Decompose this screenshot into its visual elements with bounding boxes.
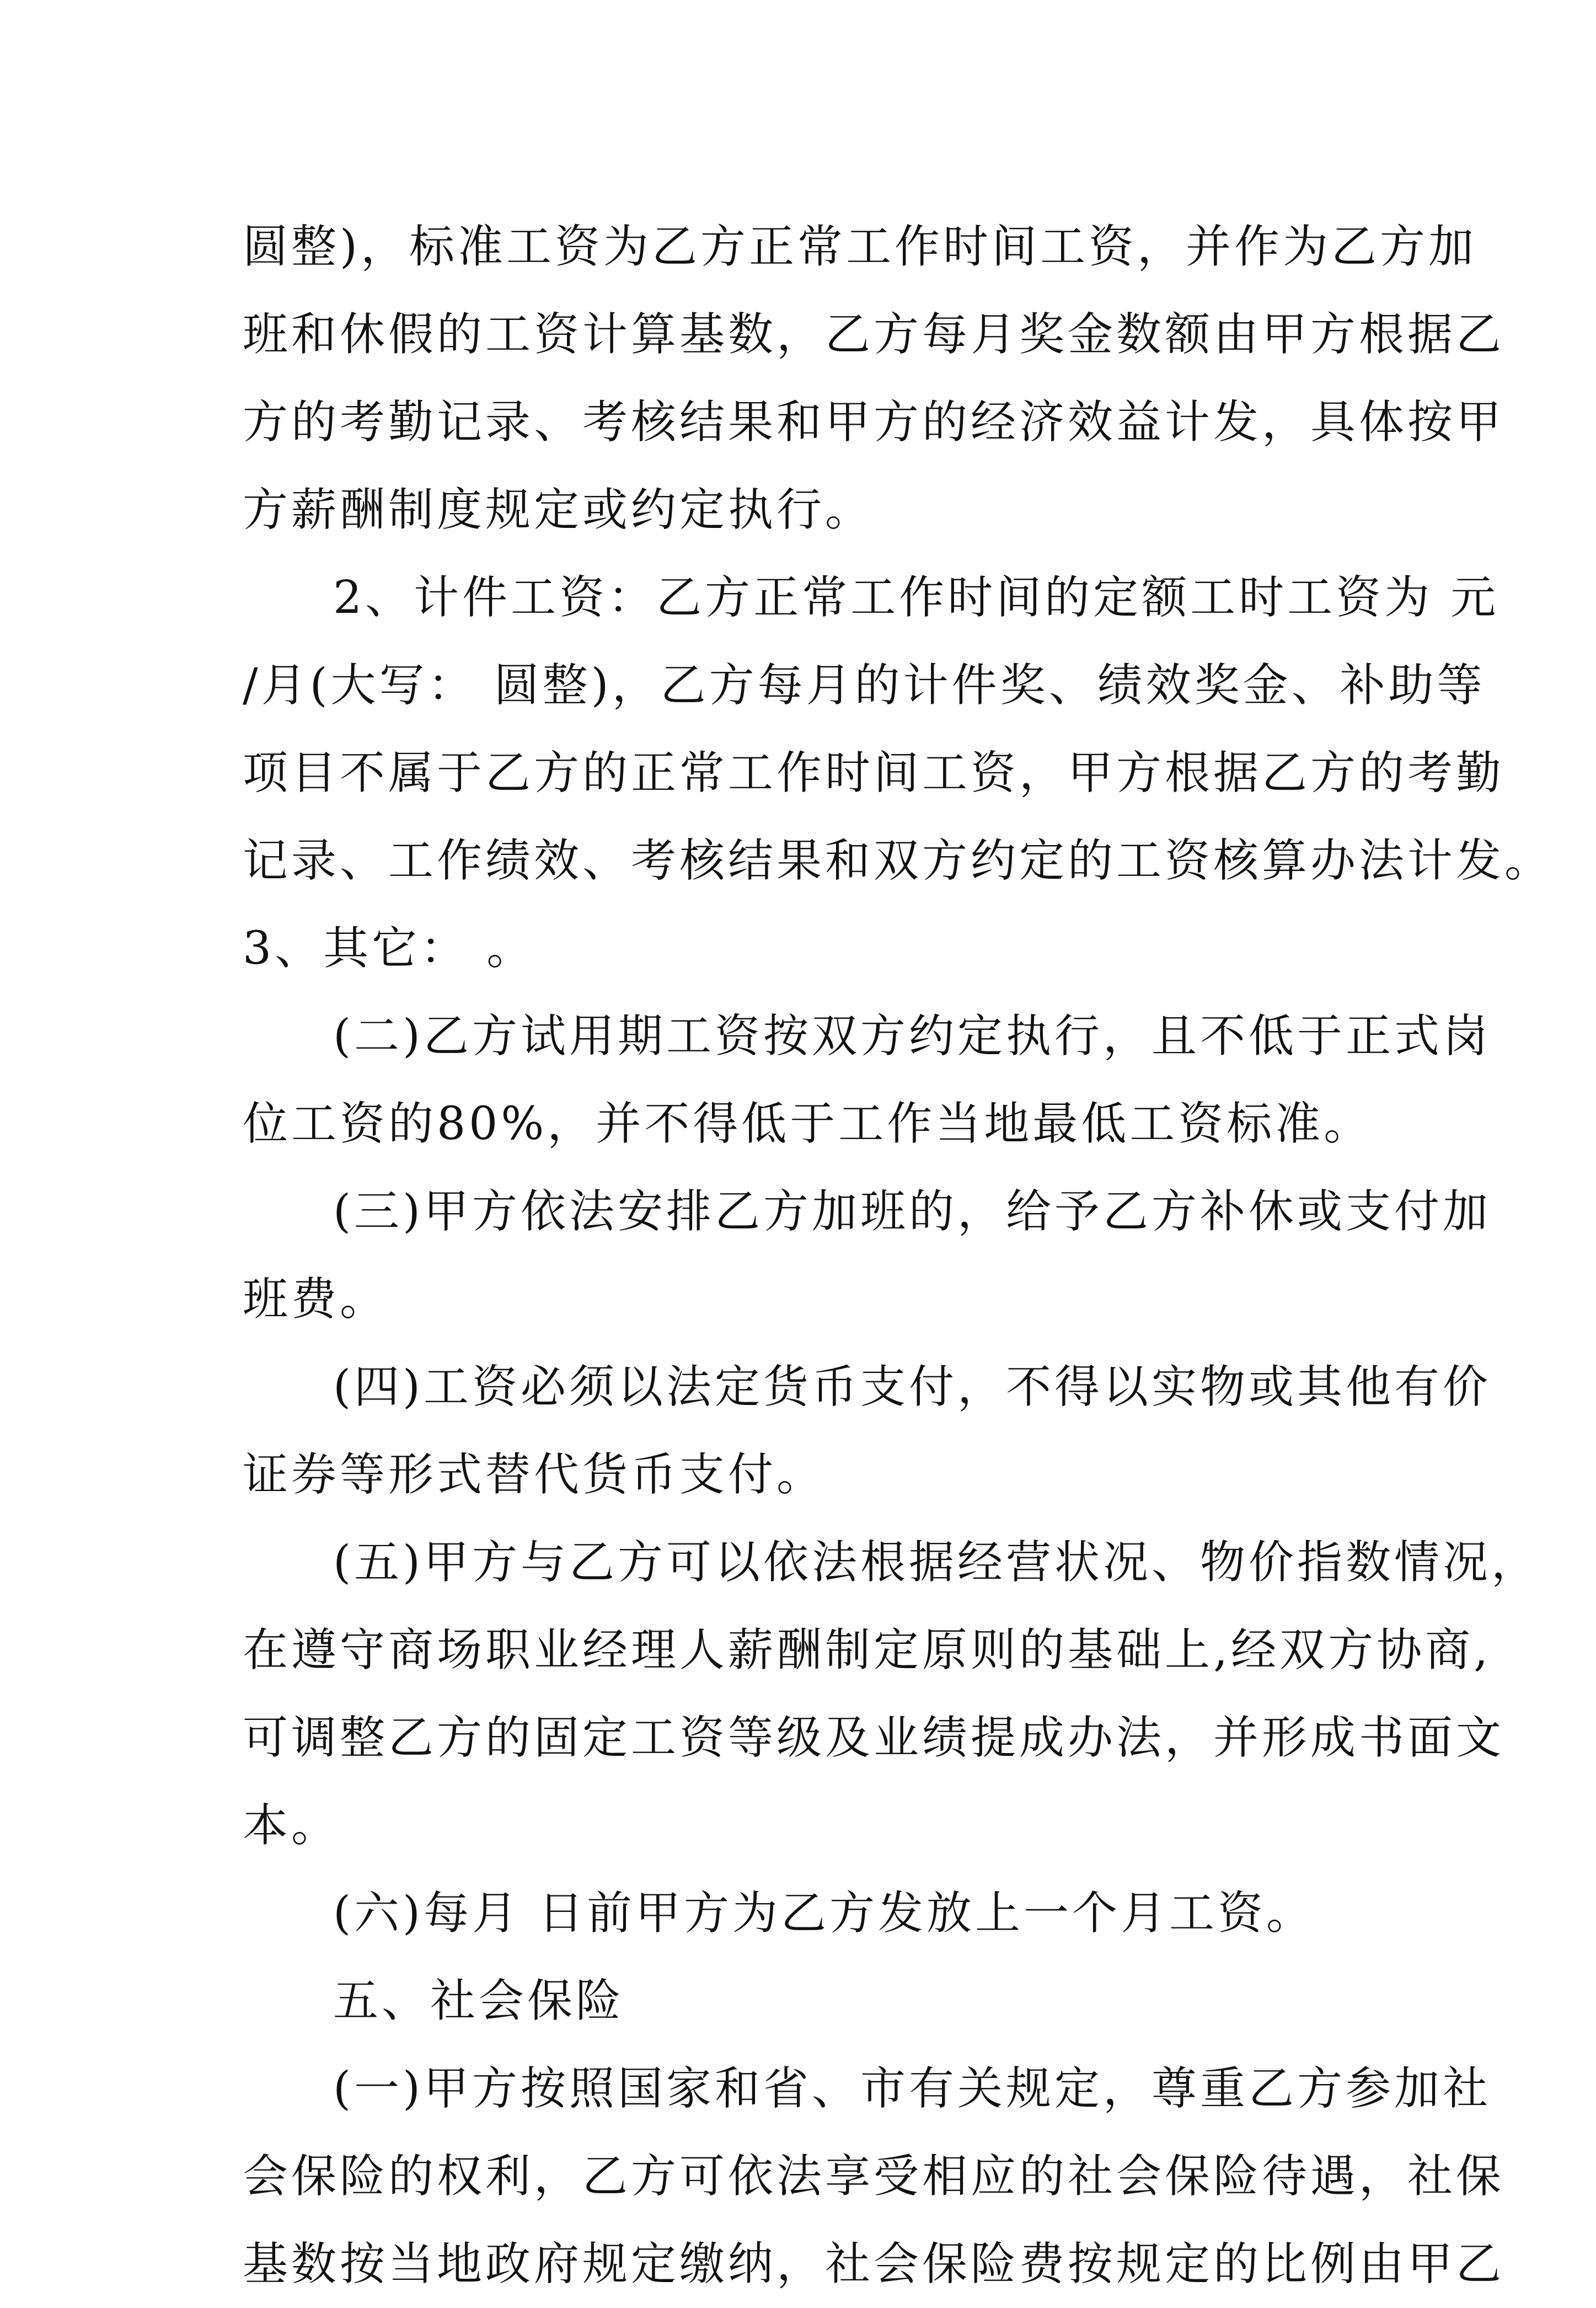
text-line: 项目不属于乙方的正常工作时间工资，甲方根据乙方的考勤 (243, 747, 1505, 799)
text-line: 方的考勤记录、考核结果和甲方的经济效益计发，具体按甲 (243, 396, 1505, 448)
text-line: 3、其它： 。 (243, 922, 535, 975)
text-line: 本。 (243, 1799, 340, 1852)
text-line: (三)甲方依法安排乙方加班的，给予乙方补休或支付加 (333, 1185, 1491, 1238)
text-line: 位工资的80%，并不得低于工作当地最低工资标准。 (243, 1098, 1373, 1150)
text-line: 会保险的权利，乙方可依法享受相应的社会保险待遇，社保 (243, 2150, 1505, 2203)
text-line: 班和休假的工资计算基数，乙方每月奖金数额由甲方根据乙 (243, 308, 1505, 361)
text-line: 圆整)，标准工资为乙方正常工作时间工资，并作为乙方加 (243, 221, 1477, 273)
text-line: 基数按当地政府规定缴纳，社会保险费按规定的比例由甲乙 (243, 2238, 1505, 2290)
text-line: 2、计件工资：乙方正常工作时间的定额工时工资为 元 (333, 571, 1499, 624)
text-line: 班费。 (243, 1273, 389, 1326)
text-line: 在遵守商场职业经理人薪酬制定原则的基础上,经双方协商, (243, 1624, 1492, 1676)
text-line: 五、社会保险 (333, 1975, 625, 2027)
text-line: 记录、工作绩效、考核结果和双方约定的工资核算办法计发。 (243, 835, 1554, 887)
text-line: 方薪酬制度规定或约定执行。 (243, 484, 874, 536)
text-line: 可调整乙方的固定工资等级及业绩提成办法，并形成书面文 (243, 1712, 1505, 1764)
text-line: (一)甲方按照国家和省、市有关规定，尊重乙方参加社 (333, 2063, 1491, 2115)
text-line: (二)乙方试用期工资按双方约定执行，且不低于正式岗 (333, 1010, 1491, 1062)
text-line: (六)每月 日前甲方为乙方发放上一个月工资。 (333, 1887, 1315, 1940)
text-line: /月(大写： 圆整)，乙方每月的计件奖、绩效奖金、补助等 (243, 659, 1486, 712)
contract-body-text (243, 203, 1554, 2308)
text-line: 证券等形式替代货币支付。 (243, 1449, 826, 1501)
text-line: (五)甲方与乙方可以依法根据经营状况、物价指数情况， (333, 1536, 1540, 1589)
text-line: (四)工资必须以法定货币支付，不得以实物或其他有价 (333, 1361, 1491, 1413)
